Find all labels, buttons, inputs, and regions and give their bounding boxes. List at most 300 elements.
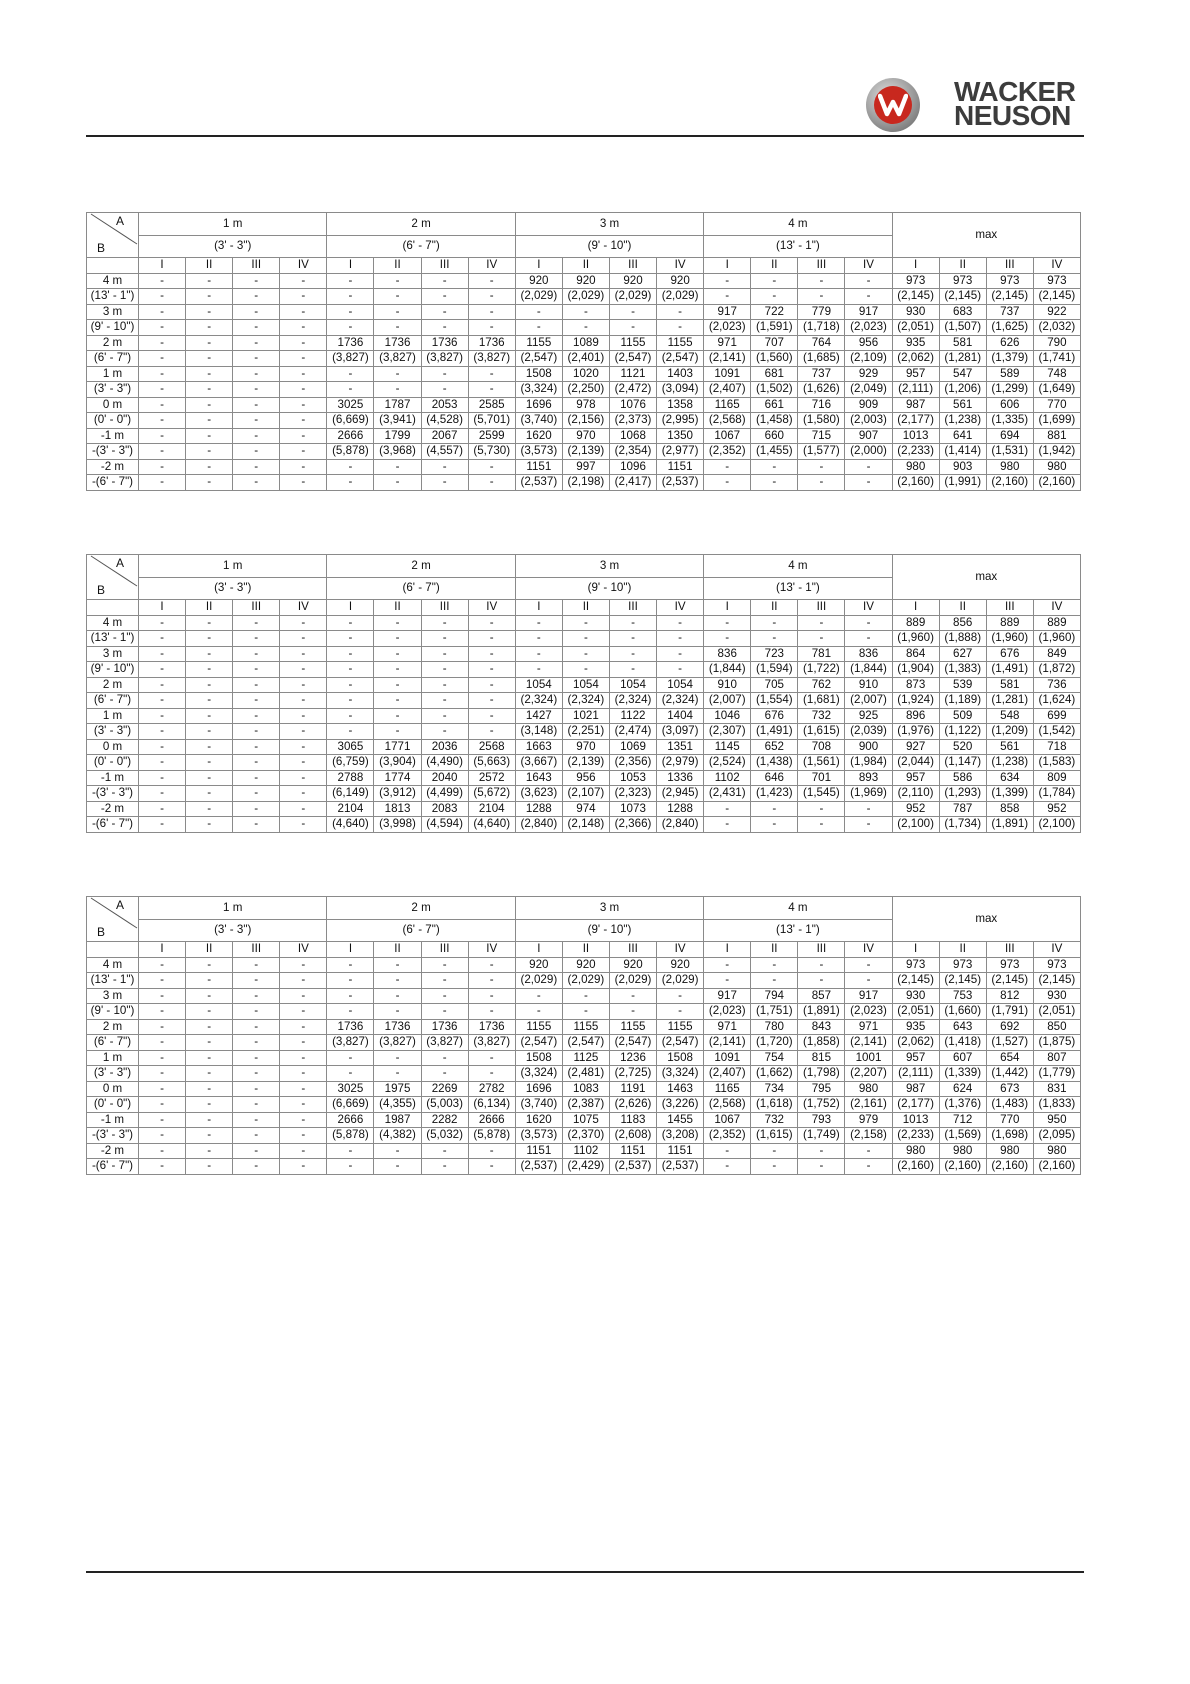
load-value-cell: -: [751, 273, 798, 289]
load-value-cell: -: [798, 817, 845, 833]
load-value-cell: (2,145): [986, 289, 1033, 305]
load-value-cell: (4,499): [421, 786, 468, 802]
subcol-header: II: [374, 258, 421, 274]
load-value-cell: -: [798, 289, 845, 305]
load-value-cell: 1151: [657, 1143, 704, 1159]
radius-imperial-header: (3' - 3"): [139, 235, 327, 258]
load-value-cell: (2,995): [657, 413, 704, 429]
load-value-cell: -: [327, 320, 374, 336]
load-value-cell: 1736: [374, 335, 421, 351]
load-value-cell: -: [233, 366, 280, 382]
load-value-cell: -: [845, 817, 892, 833]
load-value-cell: 2282: [421, 1112, 468, 1128]
load-value-cell: -: [280, 631, 327, 647]
load-value-cell: 795: [798, 1081, 845, 1097]
load-value-cell: 980: [892, 1143, 939, 1159]
load-value-cell: -: [327, 459, 374, 475]
load-value-cell: -: [186, 1019, 233, 1035]
load-value-cell: (2,044): [892, 755, 939, 771]
height-label: (0' - 0"): [87, 755, 139, 771]
load-value-cell: -: [468, 957, 515, 973]
load-value-cell: 957: [892, 770, 939, 786]
load-value-cell: -: [374, 475, 421, 491]
load-value-cell: -: [421, 320, 468, 336]
load-value-cell: 1508: [657, 1050, 704, 1066]
load-value-cell: -: [845, 273, 892, 289]
load-value-cell: -: [751, 615, 798, 631]
load-value-cell: -: [186, 988, 233, 1004]
load-value-cell: -: [186, 428, 233, 444]
load-value-cell: -: [515, 615, 562, 631]
load-value-cell: -: [468, 631, 515, 647]
corner-label-b: B: [97, 582, 106, 597]
table-row: [87, 1035, 1081, 1051]
height-label: -1 m: [87, 428, 139, 444]
logo-wordmark-line2: NEUSON: [954, 100, 1071, 131]
load-value-cell: (1,833): [1033, 1097, 1080, 1113]
load-value-cell: (1,545): [798, 786, 845, 802]
load-value-cell: -: [139, 397, 186, 413]
load-value-cell: 979: [845, 1112, 892, 1128]
subcol-header: II: [562, 600, 609, 616]
load-value-cell: 643: [939, 1019, 986, 1035]
load-value-cell: 1054: [657, 677, 704, 693]
blank-cell: [87, 600, 139, 616]
load-value-cell: 1020: [562, 366, 609, 382]
subcol-header: III: [233, 258, 280, 274]
table-row: [87, 1050, 1081, 1066]
load-value-cell: 973: [986, 957, 1033, 973]
load-value-cell: -: [421, 273, 468, 289]
load-value-cell: (4,557): [421, 444, 468, 460]
load-value-cell: (4,528): [421, 413, 468, 429]
subcol-header: II: [751, 942, 798, 958]
table-row: [87, 1066, 1081, 1082]
load-value-cell: -: [327, 615, 374, 631]
load-value-cell: 1067: [704, 1112, 751, 1128]
load-value-cell: 1288: [657, 801, 704, 817]
table-row: [87, 459, 1081, 475]
load-value-cell: -: [421, 646, 468, 662]
load-value-cell: 1620: [515, 1112, 562, 1128]
load-chart-table: [86, 896, 1081, 1175]
load-value-cell: -: [751, 1159, 798, 1175]
load-value-cell: -: [798, 475, 845, 491]
load-value-cell: 1165: [704, 1081, 751, 1097]
table-row: [87, 1097, 1081, 1113]
load-value-cell: 2269: [421, 1081, 468, 1097]
load-value-cell: 1121: [609, 366, 656, 382]
load-value-cell: (2,145): [939, 973, 986, 989]
load-value-cell: -: [139, 957, 186, 973]
load-value-cell: (1,418): [939, 1035, 986, 1051]
load-value-cell: (5,032): [421, 1128, 468, 1144]
subcol-header: II: [939, 942, 986, 958]
load-value-cell: 683: [939, 304, 986, 320]
load-value-cell: 903: [939, 459, 986, 475]
load-value-cell: -: [374, 957, 421, 973]
load-value-cell: -: [562, 646, 609, 662]
load-value-cell: -: [845, 801, 892, 817]
load-value-cell: (2,023): [845, 1004, 892, 1020]
load-value-cell: (2,840): [657, 817, 704, 833]
load-value-cell: -: [374, 631, 421, 647]
load-value-cell: 652: [751, 739, 798, 755]
height-label: 0 m: [87, 739, 139, 755]
load-value-cell: 836: [845, 646, 892, 662]
load-value-cell: -: [186, 801, 233, 817]
load-value-cell: -: [374, 615, 421, 631]
load-value-cell: -: [515, 320, 562, 336]
load-value-cell: 1145: [704, 739, 751, 755]
load-value-cell: (1,625): [986, 320, 1033, 336]
load-value-cell: (1,423): [751, 786, 798, 802]
load-value-cell: 520: [939, 739, 986, 755]
load-value-cell: 607: [939, 1050, 986, 1066]
load-value-cell: (3,904): [374, 755, 421, 771]
load-value-cell: -: [280, 1081, 327, 1097]
load-value-cell: 794: [751, 988, 798, 1004]
corner-diagonal: [87, 897, 139, 929]
load-value-cell: -: [233, 320, 280, 336]
logo-wordmark: [954, 76, 1076, 131]
load-value-cell: 790: [1033, 335, 1080, 351]
load-value-cell: 1155: [657, 335, 704, 351]
load-value-cell: -: [233, 459, 280, 475]
load-value-cell: (2,000): [845, 444, 892, 460]
load-value-cell: -: [327, 1143, 374, 1159]
load-value-cell: (2,007): [845, 693, 892, 709]
radius-imperial-header: (13' - 1"): [704, 919, 892, 942]
load-value-cell: (1,891): [798, 1004, 845, 1020]
load-value-cell: (1,662): [751, 1066, 798, 1082]
load-value-cell: -: [139, 428, 186, 444]
load-value-cell: 970: [562, 428, 609, 444]
subcol-header: IV: [845, 600, 892, 616]
load-value-cell: -: [609, 320, 656, 336]
load-value-cell: -: [280, 382, 327, 398]
load-value-cell: (2,233): [892, 444, 939, 460]
load-value-cell: 956: [562, 770, 609, 786]
load-value-cell: -: [139, 662, 186, 678]
load-value-cell: (2,547): [515, 1035, 562, 1051]
load-value-cell: -: [139, 631, 186, 647]
load-value-cell: 974: [562, 801, 609, 817]
load-value-cell: (2,537): [515, 475, 562, 491]
load-value-cell: 1155: [515, 335, 562, 351]
load-value-cell: -: [515, 304, 562, 320]
table-row: [87, 289, 1081, 305]
load-value-cell: -: [139, 646, 186, 662]
load-value-cell: -: [233, 1004, 280, 1020]
radius-metric-header: 3 m: [515, 555, 703, 578]
load-value-cell: 1643: [515, 770, 562, 786]
load-value-cell: 889: [1033, 615, 1080, 631]
load-value-cell: 1151: [515, 1143, 562, 1159]
load-value-cell: 920: [562, 957, 609, 973]
load-value-cell: 1663: [515, 739, 562, 755]
load-value-cell: -: [186, 957, 233, 973]
load-value-cell: 1067: [704, 428, 751, 444]
subcol-header: IV: [280, 258, 327, 274]
load-value-cell: 1191: [609, 1081, 656, 1097]
load-value-cell: 1404: [657, 708, 704, 724]
load-value-cell: (3,827): [468, 1035, 515, 1051]
load-value-cell: -: [139, 320, 186, 336]
subcol-header: I: [892, 942, 939, 958]
load-value-cell: -: [609, 646, 656, 662]
height-label: -(6' - 7"): [87, 1159, 139, 1175]
load-value-cell: -: [515, 631, 562, 647]
load-value-cell: -: [139, 1035, 186, 1051]
load-value-cell: 930: [892, 304, 939, 320]
radius-imperial-header: (6' - 7"): [327, 577, 515, 600]
load-value-cell: -: [327, 662, 374, 678]
load-value-cell: -: [845, 459, 892, 475]
load-value-cell: -: [280, 957, 327, 973]
load-value-cell: (1,531): [986, 444, 1033, 460]
load-value-cell: -: [657, 1004, 704, 1020]
load-table-1: [86, 212, 1080, 491]
subcol-header: III: [233, 942, 280, 958]
load-value-cell: -: [186, 631, 233, 647]
load-value-cell: 1122: [609, 708, 656, 724]
load-value-cell: -: [657, 615, 704, 631]
load-value-cell: (2,945): [657, 786, 704, 802]
load-value-cell: (2,109): [845, 351, 892, 367]
load-value-cell: (1,281): [986, 693, 1033, 709]
load-value-cell: (4,640): [468, 817, 515, 833]
height-label: (9' - 10"): [87, 662, 139, 678]
load-value-cell: (1,720): [751, 1035, 798, 1051]
load-value-cell: (2,233): [892, 1128, 939, 1144]
footer-rule: [86, 1571, 1084, 1573]
load-value-cell: 1620: [515, 428, 562, 444]
load-value-cell: -: [374, 382, 421, 398]
load-value-cell: -: [374, 1066, 421, 1082]
load-value-cell: -: [233, 289, 280, 305]
load-value-cell: -: [751, 973, 798, 989]
load-value-cell: (1,751): [751, 1004, 798, 1020]
load-value-cell: 1736: [468, 1019, 515, 1035]
load-value-cell: 920: [609, 273, 656, 289]
corner-diagonal: [87, 555, 139, 587]
load-value-cell: 973: [892, 273, 939, 289]
subcol-header: I: [515, 942, 562, 958]
load-value-cell: -: [421, 708, 468, 724]
load-value-cell: 1053: [609, 770, 656, 786]
load-value-cell: 930: [1033, 988, 1080, 1004]
load-value-cell: (3,827): [374, 1035, 421, 1051]
subcol-header: IV: [1033, 942, 1080, 958]
load-value-cell: 2666: [327, 428, 374, 444]
table-row: [87, 615, 1081, 631]
load-value-cell: -: [468, 273, 515, 289]
load-value-cell: (2,524): [704, 755, 751, 771]
load-value-cell: 646: [751, 770, 798, 786]
load-value-cell: 1013: [892, 428, 939, 444]
load-value-cell: (4,382): [374, 1128, 421, 1144]
load-value-cell: 920: [657, 957, 704, 973]
load-value-cell: (5,663): [468, 755, 515, 771]
load-value-cell: -: [233, 693, 280, 709]
load-value-cell: (2,356): [609, 755, 656, 771]
load-value-cell: -: [139, 817, 186, 833]
load-value-cell: 712: [939, 1112, 986, 1128]
load-value-cell: (2,160): [892, 1159, 939, 1175]
load-value-cell: -: [751, 801, 798, 817]
load-value-cell: 1001: [845, 1050, 892, 1066]
table-row: [87, 817, 1081, 833]
load-value-cell: -: [327, 708, 374, 724]
load-value-cell: 2040: [421, 770, 468, 786]
load-value-cell: -: [186, 677, 233, 693]
table-row: [87, 1143, 1081, 1159]
load-value-cell: -: [280, 817, 327, 833]
load-value-cell: 708: [798, 739, 845, 755]
load-value-cell: 1054: [515, 677, 562, 693]
load-value-cell: (2,177): [892, 413, 939, 429]
load-value-cell: -: [704, 801, 751, 817]
load-value-cell: -: [280, 1143, 327, 1159]
load-value-cell: -: [468, 1066, 515, 1082]
table-row: [87, 1019, 1081, 1035]
load-value-cell: (2,139): [562, 755, 609, 771]
corner-label-a: A: [115, 214, 124, 228]
load-value-cell: 561: [986, 739, 1033, 755]
load-value-cell: (2,029): [657, 973, 704, 989]
load-value-cell: -: [280, 724, 327, 740]
load-value-cell: (1,238): [939, 413, 986, 429]
load-value-cell: (2,145): [939, 289, 986, 305]
load-value-cell: -: [374, 724, 421, 740]
load-value-cell: (2,250): [562, 382, 609, 398]
load-value-cell: (2,145): [892, 973, 939, 989]
load-value-cell: 1774: [374, 770, 421, 786]
load-value-cell: (5,003): [421, 1097, 468, 1113]
load-value-cell: (1,844): [704, 662, 751, 678]
load-value-cell: -: [374, 459, 421, 475]
load-value-cell: 2572: [468, 770, 515, 786]
load-value-cell: (1,560): [751, 351, 798, 367]
load-value-cell: (1,779): [1033, 1066, 1080, 1082]
load-value-cell: -: [233, 677, 280, 693]
subcol-header: III: [609, 600, 656, 616]
corner-label-a: A: [115, 556, 124, 570]
load-value-cell: -: [657, 304, 704, 320]
load-value-cell: -: [233, 817, 280, 833]
load-value-cell: -: [139, 1112, 186, 1128]
load-value-cell: -: [704, 631, 751, 647]
load-value-cell: 1787: [374, 397, 421, 413]
load-value-cell: 849: [1033, 646, 1080, 662]
load-value-cell: -: [233, 413, 280, 429]
table-row: [87, 1004, 1081, 1020]
load-value-cell: (2,145): [1033, 289, 1080, 305]
load-value-cell: 581: [939, 335, 986, 351]
load-value-cell: (2,251): [562, 724, 609, 740]
table-row: [87, 677, 1081, 693]
load-value-cell: -: [280, 273, 327, 289]
load-value-cell: (1,749): [798, 1128, 845, 1144]
load-value-cell: 754: [751, 1050, 798, 1066]
subcol-header: IV: [1033, 600, 1080, 616]
load-value-cell: 997: [562, 459, 609, 475]
load-value-cell: -: [327, 475, 374, 491]
load-value-cell: -: [233, 1097, 280, 1113]
load-value-cell: -: [280, 646, 327, 662]
load-value-cell: -: [139, 693, 186, 709]
load-value-cell: (2,145): [892, 289, 939, 305]
load-value-cell: -: [139, 1097, 186, 1113]
load-value-cell: 2053: [421, 397, 468, 413]
load-value-cell: -: [280, 1066, 327, 1082]
load-value-cell: -: [139, 739, 186, 755]
load-value-cell: -: [327, 646, 374, 662]
load-value-cell: -: [327, 631, 374, 647]
load-value-cell: (1,791): [986, 1004, 1033, 1020]
load-value-cell: 1813: [374, 801, 421, 817]
load-value-cell: 807: [1033, 1050, 1080, 1066]
load-value-cell: 732: [798, 708, 845, 724]
radius-metric-header: 2 m: [327, 213, 515, 236]
load-value-cell: (1,752): [798, 1097, 845, 1113]
load-value-cell: (1,875): [1033, 1035, 1080, 1051]
load-value-cell: 1083: [562, 1081, 609, 1097]
table-row: [87, 1112, 1081, 1128]
load-chart-table: [86, 212, 1081, 491]
load-value-cell: 1054: [562, 677, 609, 693]
load-value-cell: -: [280, 1035, 327, 1051]
load-value-cell: -: [751, 289, 798, 305]
load-value-cell: -: [421, 1143, 468, 1159]
table-row: [87, 631, 1081, 647]
subcol-header: I: [327, 600, 374, 616]
load-value-cell: 780: [751, 1019, 798, 1035]
load-value-cell: 715: [798, 428, 845, 444]
load-value-cell: (1,583): [1033, 755, 1080, 771]
load-value-cell: -: [798, 273, 845, 289]
load-value-cell: (2,145): [986, 973, 1033, 989]
load-value-cell: -: [280, 739, 327, 755]
load-value-cell: -: [845, 631, 892, 647]
load-value-cell: (3,827): [374, 351, 421, 367]
load-value-cell: (1,591): [751, 320, 798, 336]
load-value-cell: -: [751, 631, 798, 647]
load-value-cell: (1,960): [986, 631, 1033, 647]
height-label: 2 m: [87, 335, 139, 351]
load-value-cell: (2,547): [609, 351, 656, 367]
load-value-cell: -: [374, 366, 421, 382]
max-header: max: [892, 213, 1080, 258]
load-value-cell: 1358: [657, 397, 704, 413]
load-value-cell: (2,160): [1033, 1159, 1080, 1175]
load-value-cell: 673: [986, 1081, 1033, 1097]
load-value-cell: -: [468, 382, 515, 398]
load-value-cell: (1,238): [986, 755, 1033, 771]
load-value-cell: (1,379): [986, 351, 1033, 367]
load-value-cell: -: [704, 957, 751, 973]
load-value-cell: 927: [892, 739, 939, 755]
subcol-header: II: [186, 942, 233, 958]
load-value-cell: 2666: [327, 1112, 374, 1128]
load-value-cell: -: [845, 615, 892, 631]
load-value-cell: 3065: [327, 739, 374, 755]
load-value-cell: (2,977): [657, 444, 704, 460]
load-value-cell: -: [515, 662, 562, 678]
table-row: [87, 662, 1081, 678]
load-value-cell: (1,888): [939, 631, 986, 647]
